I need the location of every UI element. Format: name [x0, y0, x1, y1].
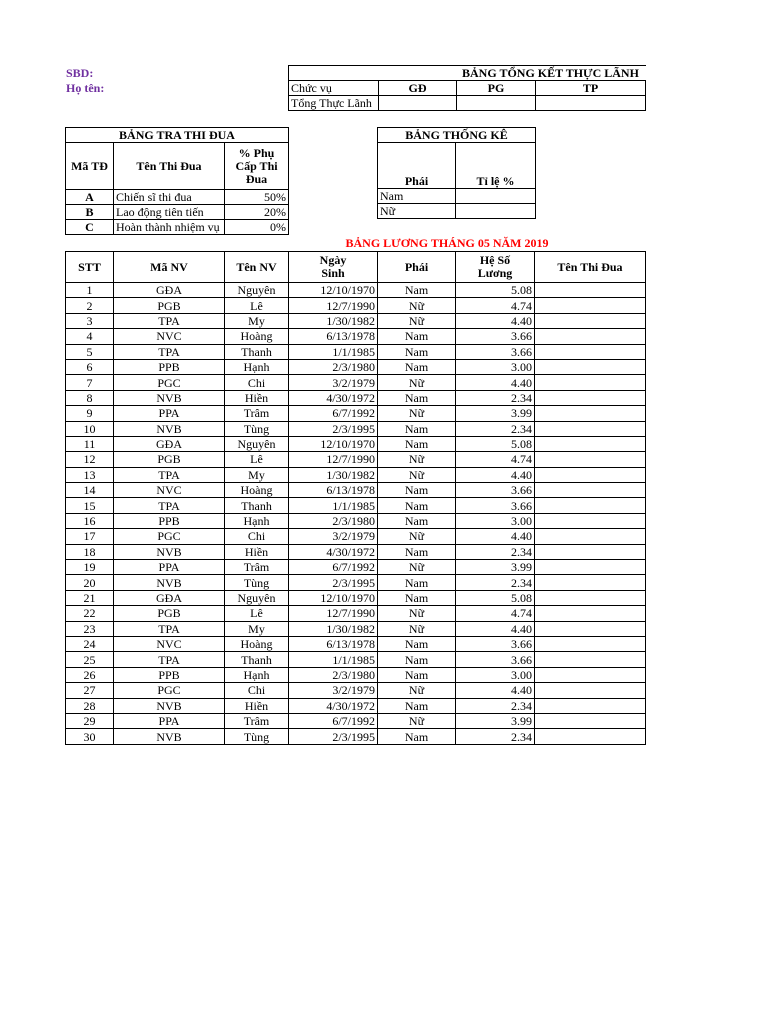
table-row	[66, 452, 646, 467]
cell-employee-name: Hoàng	[225, 329, 289, 344]
cell-emulation-name[interactable]	[535, 498, 646, 513]
lookup-code: B	[66, 205, 114, 220]
cell-coefficient: 2.34	[456, 544, 535, 559]
cell-gender: Nam	[378, 652, 456, 667]
cell-employee-name: Hiền	[225, 390, 289, 405]
lookup-name: Lao động tiên tiến	[114, 205, 225, 220]
cell-employee-name: Thanh	[225, 498, 289, 513]
payroll-header-gender: Phái	[378, 252, 456, 283]
cell-coefficient: 3.00	[456, 359, 535, 374]
cell-coefficient: 4.40	[456, 375, 535, 390]
cell-emulation-name[interactable]	[535, 390, 646, 405]
cell-employee-code: PGC	[114, 529, 225, 544]
cell-coefficient: 5.08	[456, 283, 535, 298]
stats-table	[377, 127, 536, 219]
cell-employee-code: PGB	[114, 298, 225, 313]
cell-stt: 1	[66, 283, 114, 298]
cell-employee-code: GĐA	[114, 283, 225, 298]
cell-employee-code: NVB	[114, 729, 225, 744]
cell-stt: 5	[66, 344, 114, 359]
cell-stt: 8	[66, 390, 114, 405]
cell-gender: Nam	[378, 359, 456, 374]
cell-emulation-name[interactable]	[535, 590, 646, 605]
cell-coefficient: 3.00	[456, 513, 535, 528]
cell-coefficient: 2.34	[456, 729, 535, 744]
table-row	[66, 467, 646, 482]
cell-birthdate: 6/7/1992	[289, 560, 378, 575]
payroll-title: BẢNG LƯƠNG THÁNG 05 NĂM 2019	[345, 236, 549, 250]
stats-header-ratio: Tỉ lệ %	[456, 143, 536, 189]
summary-tp-total[interactable]	[536, 96, 646, 111]
cell-emulation-name[interactable]	[535, 698, 646, 713]
cell-gender: Nữ	[378, 713, 456, 728]
table-row	[66, 406, 646, 421]
table-row	[66, 575, 646, 590]
table-row	[66, 513, 646, 528]
lookup-header-name: Tên Thi Đua	[114, 143, 225, 190]
cell-employee-name: Lê	[225, 606, 289, 621]
cell-employee-code: NVB	[114, 421, 225, 436]
payroll-header-code: Mã NV	[114, 252, 225, 283]
cell-birthdate: 12/10/1970	[289, 590, 378, 605]
cell-gender: Nữ	[378, 560, 456, 575]
cell-gender: Nữ	[378, 621, 456, 636]
cell-emulation-name[interactable]	[535, 621, 646, 636]
lookup-table	[65, 127, 289, 235]
cell-stt: 22	[66, 606, 114, 621]
cell-employee-name: Hoàng	[225, 636, 289, 651]
lookup-title: BẢNG TRA THI ĐUA	[66, 128, 289, 143]
cell-gender: Nữ	[378, 452, 456, 467]
cell-emulation-name[interactable]	[535, 359, 646, 374]
cell-birthdate: 6/13/1978	[289, 483, 378, 498]
cell-emulation-name[interactable]	[535, 683, 646, 698]
table-row	[66, 590, 646, 605]
stats-row-male: Nam	[378, 189, 456, 204]
table-row	[66, 421, 646, 436]
cell-gender: Nam	[378, 390, 456, 405]
cell-coefficient: 5.08	[456, 436, 535, 451]
cell-employee-code: TPA	[114, 344, 225, 359]
cell-employee-name: My	[225, 621, 289, 636]
table-row	[66, 283, 646, 298]
cell-employee-name: Nguyên	[225, 590, 289, 605]
summary-table	[288, 65, 646, 111]
cell-birthdate: 12/7/1990	[289, 606, 378, 621]
cell-employee-code: NVC	[114, 483, 225, 498]
cell-coefficient: 3.66	[456, 498, 535, 513]
cell-emulation-name[interactable]	[535, 667, 646, 682]
cell-employee-name: Hạnh	[225, 513, 289, 528]
cell-emulation-name[interactable]	[535, 283, 646, 298]
table-row	[66, 298, 646, 313]
cell-stt: 10	[66, 421, 114, 436]
cell-emulation-name[interactable]	[535, 406, 646, 421]
cell-emulation-name[interactable]	[535, 652, 646, 667]
cell-emulation-name[interactable]	[535, 606, 646, 621]
cell-employee-code: PGC	[114, 683, 225, 698]
cell-coefficient: 3.66	[456, 344, 535, 359]
cell-stt: 12	[66, 452, 114, 467]
cell-birthdate: 12/7/1990	[289, 452, 378, 467]
cell-employee-name: Hạnh	[225, 667, 289, 682]
cell-stt: 28	[66, 698, 114, 713]
cell-coefficient: 4.74	[456, 298, 535, 313]
lookup-row	[66, 190, 289, 205]
cell-gender: Nam	[378, 421, 456, 436]
cell-coefficient: 3.66	[456, 483, 535, 498]
summary-pg-total[interactable]	[457, 96, 536, 111]
cell-coefficient: 3.99	[456, 713, 535, 728]
cell-employee-name: Nguyên	[225, 436, 289, 451]
cell-emulation-name[interactable]	[535, 560, 646, 575]
cell-stt: 6	[66, 359, 114, 374]
cell-emulation-name[interactable]	[535, 344, 646, 359]
cell-birthdate: 2/3/1980	[289, 359, 378, 374]
cell-stt: 11	[66, 436, 114, 451]
cell-stt: 20	[66, 575, 114, 590]
cell-employee-code: PPA	[114, 406, 225, 421]
cell-stt: 9	[66, 406, 114, 421]
payroll-table	[65, 251, 646, 745]
table-row	[66, 483, 646, 498]
cell-employee-code: PPA	[114, 560, 225, 575]
cell-emulation-name[interactable]	[535, 529, 646, 544]
cell-employee-code: PGC	[114, 375, 225, 390]
cell-employee-code: NVB	[114, 544, 225, 559]
cell-employee-code: NVC	[114, 329, 225, 344]
summary-title: BẢNG TỔNG KẾT THỰC LÃNH	[289, 66, 646, 81]
cell-birthdate: 6/7/1992	[289, 713, 378, 728]
cell-emulation-name[interactable]	[535, 436, 646, 451]
cell-stt: 26	[66, 667, 114, 682]
table-row	[66, 544, 646, 559]
cell-emulation-name[interactable]	[535, 513, 646, 528]
cell-stt: 13	[66, 467, 114, 482]
cell-employee-code: GĐA	[114, 590, 225, 605]
cell-employee-code: NVB	[114, 390, 225, 405]
lookup-pct: 50%	[225, 190, 289, 205]
cell-employee-name: Hạnh	[225, 359, 289, 374]
cell-stt: 25	[66, 652, 114, 667]
cell-employee-code: TPA	[114, 621, 225, 636]
cell-employee-name: Chi	[225, 529, 289, 544]
cell-gender: Nữ	[378, 606, 456, 621]
cell-employee-code: PPB	[114, 359, 225, 374]
cell-birthdate: 3/2/1979	[289, 683, 378, 698]
cell-employee-name: Lê	[225, 452, 289, 467]
cell-stt: 23	[66, 621, 114, 636]
cell-birthdate: 2/3/1995	[289, 729, 378, 744]
cell-emulation-name[interactable]	[535, 421, 646, 436]
cell-birthdate: 6/13/1978	[289, 329, 378, 344]
cell-stt: 4	[66, 329, 114, 344]
cell-employee-code: PGB	[114, 452, 225, 467]
cell-coefficient: 3.00	[456, 667, 535, 682]
cell-gender: Nam	[378, 590, 456, 605]
table-row	[66, 606, 646, 621]
cell-employee-code: PPA	[114, 713, 225, 728]
cell-gender: Nam	[378, 329, 456, 344]
cell-stt: 7	[66, 375, 114, 390]
cell-employee-code: TPA	[114, 652, 225, 667]
table-row	[66, 498, 646, 513]
cell-employee-name: Tùng	[225, 575, 289, 590]
summary-total-label: Tổng Thực Lãnh	[289, 96, 379, 111]
cell-coefficient: 4.40	[456, 683, 535, 698]
payroll-header-birthdate: Ngày Sinh	[289, 252, 378, 283]
table-row	[66, 560, 646, 575]
cell-emulation-name[interactable]	[535, 452, 646, 467]
cell-gender: Nữ	[378, 375, 456, 390]
table-row	[66, 652, 646, 667]
cell-birthdate: 3/2/1979	[289, 375, 378, 390]
cell-employee-name: Trâm	[225, 406, 289, 421]
cell-stt: 27	[66, 683, 114, 698]
cell-gender: Nữ	[378, 683, 456, 698]
table-row	[66, 698, 646, 713]
lookup-row	[66, 205, 289, 220]
cell-birthdate: 4/30/1972	[289, 390, 378, 405]
cell-emulation-name[interactable]	[535, 729, 646, 744]
table-row	[66, 713, 646, 728]
payroll-header-stt: STT	[66, 252, 114, 283]
lookup-pct: 20%	[225, 205, 289, 220]
cell-coefficient: 2.34	[456, 698, 535, 713]
cell-emulation-name[interactable]	[535, 575, 646, 590]
table-row	[66, 390, 646, 405]
table-row	[66, 529, 646, 544]
cell-employee-code: PPB	[114, 667, 225, 682]
cell-birthdate: 1/30/1982	[289, 621, 378, 636]
summary-gd-total[interactable]	[379, 96, 457, 111]
ho-ten-label: Họ tên:	[66, 81, 105, 95]
cell-birthdate: 12/7/1990	[289, 298, 378, 313]
cell-gender: Nam	[378, 636, 456, 651]
cell-coefficient: 4.74	[456, 606, 535, 621]
table-row	[66, 729, 646, 744]
cell-employee-code: PGB	[114, 606, 225, 621]
cell-emulation-name[interactable]	[535, 298, 646, 313]
cell-employee-code: GĐA	[114, 436, 225, 451]
cell-stt: 24	[66, 636, 114, 651]
cell-gender: Nữ	[378, 298, 456, 313]
cell-birthdate: 1/30/1982	[289, 467, 378, 482]
cell-employee-code: TPA	[114, 313, 225, 328]
cell-employee-name: Hoàng	[225, 483, 289, 498]
cell-gender: Nam	[378, 498, 456, 513]
cell-employee-name: Tùng	[225, 729, 289, 744]
cell-employee-name: Chi	[225, 375, 289, 390]
table-row	[66, 636, 646, 651]
cell-coefficient: 2.34	[456, 390, 535, 405]
cell-birthdate: 1/30/1982	[289, 313, 378, 328]
cell-gender: Nam	[378, 667, 456, 682]
cell-coefficient: 3.66	[456, 329, 535, 344]
cell-stt: 15	[66, 498, 114, 513]
cell-birthdate: 1/1/1985	[289, 344, 378, 359]
cell-emulation-name[interactable]	[535, 329, 646, 344]
cell-birthdate: 4/30/1972	[289, 698, 378, 713]
cell-emulation-name[interactable]	[535, 467, 646, 482]
summary-pg-header: PG	[457, 81, 536, 96]
cell-employee-name: Thanh	[225, 652, 289, 667]
cell-stt: 29	[66, 713, 114, 728]
table-row	[66, 667, 646, 682]
cell-stt: 18	[66, 544, 114, 559]
cell-employee-code: TPA	[114, 498, 225, 513]
table-row	[66, 683, 646, 698]
cell-birthdate: 12/10/1970	[289, 283, 378, 298]
cell-gender: Nam	[378, 436, 456, 451]
table-row	[66, 344, 646, 359]
cell-stt: 21	[66, 590, 114, 605]
cell-employee-code: TPA	[114, 467, 225, 482]
cell-employee-name: My	[225, 313, 289, 328]
stats-header-gender: Phái	[378, 143, 456, 189]
table-row	[66, 375, 646, 390]
cell-gender: Nam	[378, 544, 456, 559]
summary-tp-header: TP	[536, 81, 646, 96]
payroll-header-name: Tên NV	[225, 252, 289, 283]
cell-coefficient: 4.74	[456, 452, 535, 467]
cell-employee-code: NVB	[114, 698, 225, 713]
summary-gd-header: GĐ	[379, 81, 457, 96]
cell-birthdate: 2/3/1980	[289, 513, 378, 528]
cell-gender: Nữ	[378, 529, 456, 544]
stats-row-female: Nữ	[378, 204, 456, 219]
cell-emulation-name[interactable]	[535, 713, 646, 728]
cell-coefficient: 3.99	[456, 406, 535, 421]
cell-gender: Nam	[378, 575, 456, 590]
summary-position-label: Chức vụ	[289, 81, 379, 96]
cell-emulation-name[interactable]	[535, 636, 646, 651]
cell-coefficient: 3.99	[456, 560, 535, 575]
cell-gender: Nữ	[378, 313, 456, 328]
cell-emulation-name[interactable]	[535, 483, 646, 498]
cell-birthdate: 2/3/1995	[289, 575, 378, 590]
cell-stt: 19	[66, 560, 114, 575]
cell-emulation-name[interactable]	[535, 544, 646, 559]
cell-coefficient: 4.40	[456, 313, 535, 328]
cell-coefficient: 2.34	[456, 421, 535, 436]
lookup-name: Hoàn thành nhiệm vụ	[114, 220, 225, 235]
cell-employee-name: Trâm	[225, 713, 289, 728]
cell-coefficient: 2.34	[456, 575, 535, 590]
stats-title: BẢNG THỐNG KÊ	[378, 128, 536, 143]
cell-employee-name: Hiền	[225, 698, 289, 713]
lookup-code: A	[66, 190, 114, 205]
lookup-pct: 0%	[225, 220, 289, 235]
cell-coefficient: 4.40	[456, 529, 535, 544]
cell-coefficient: 3.66	[456, 636, 535, 651]
stats-male-ratio[interactable]	[456, 189, 536, 204]
cell-employee-name: Tùng	[225, 421, 289, 436]
cell-emulation-name[interactable]	[535, 313, 646, 328]
cell-gender: Nam	[378, 513, 456, 528]
cell-birthdate: 2/3/1980	[289, 667, 378, 682]
cell-birthdate: 6/13/1978	[289, 636, 378, 651]
cell-gender: Nữ	[378, 406, 456, 421]
cell-employee-code: PPB	[114, 513, 225, 528]
cell-birthdate: 12/10/1970	[289, 436, 378, 451]
payroll-header-emulation: Tên Thi Đua	[535, 252, 646, 283]
cell-employee-code: NVB	[114, 575, 225, 590]
payroll-header-coefficient: Hệ Số Lương	[456, 252, 535, 283]
table-row	[66, 313, 646, 328]
cell-gender: Nam	[378, 729, 456, 744]
lookup-row	[66, 220, 289, 235]
table-row	[66, 359, 646, 374]
cell-employee-name: Nguyên	[225, 283, 289, 298]
cell-coefficient: 5.08	[456, 590, 535, 605]
sbd-label: SBD:	[66, 66, 94, 80]
cell-stt: 3	[66, 313, 114, 328]
cell-employee-name: Chi	[225, 683, 289, 698]
cell-emulation-name[interactable]	[535, 375, 646, 390]
cell-birthdate: 6/7/1992	[289, 406, 378, 421]
cell-employee-name: Trâm	[225, 560, 289, 575]
lookup-name: Chiến sĩ thi đua	[114, 190, 225, 205]
table-row	[66, 621, 646, 636]
cell-birthdate: 1/1/1985	[289, 652, 378, 667]
lookup-header-pct: % Phụ Cấp Thi Đua	[225, 143, 289, 190]
cell-employee-name: Lê	[225, 298, 289, 313]
lookup-header-code: Mã TĐ	[66, 143, 114, 190]
cell-employee-name: Thanh	[225, 344, 289, 359]
cell-birthdate: 2/3/1995	[289, 421, 378, 436]
cell-gender: Nam	[378, 698, 456, 713]
cell-gender: Nam	[378, 283, 456, 298]
cell-coefficient: 3.66	[456, 652, 535, 667]
cell-birthdate: 4/30/1972	[289, 544, 378, 559]
cell-gender: Nữ	[378, 467, 456, 482]
cell-gender: Nam	[378, 483, 456, 498]
stats-female-ratio[interactable]	[456, 204, 536, 219]
cell-coefficient: 4.40	[456, 467, 535, 482]
table-row	[66, 436, 646, 451]
cell-employee-code: NVC	[114, 636, 225, 651]
cell-birthdate: 3/2/1979	[289, 529, 378, 544]
cell-employee-name: My	[225, 467, 289, 482]
cell-gender: Nam	[378, 344, 456, 359]
lookup-code: C	[66, 220, 114, 235]
cell-stt: 30	[66, 729, 114, 744]
cell-stt: 14	[66, 483, 114, 498]
cell-employee-name: Hiền	[225, 544, 289, 559]
table-row	[66, 329, 646, 344]
cell-stt: 17	[66, 529, 114, 544]
cell-coefficient: 4.40	[456, 621, 535, 636]
cell-stt: 2	[66, 298, 114, 313]
cell-stt: 16	[66, 513, 114, 528]
cell-birthdate: 1/1/1985	[289, 498, 378, 513]
